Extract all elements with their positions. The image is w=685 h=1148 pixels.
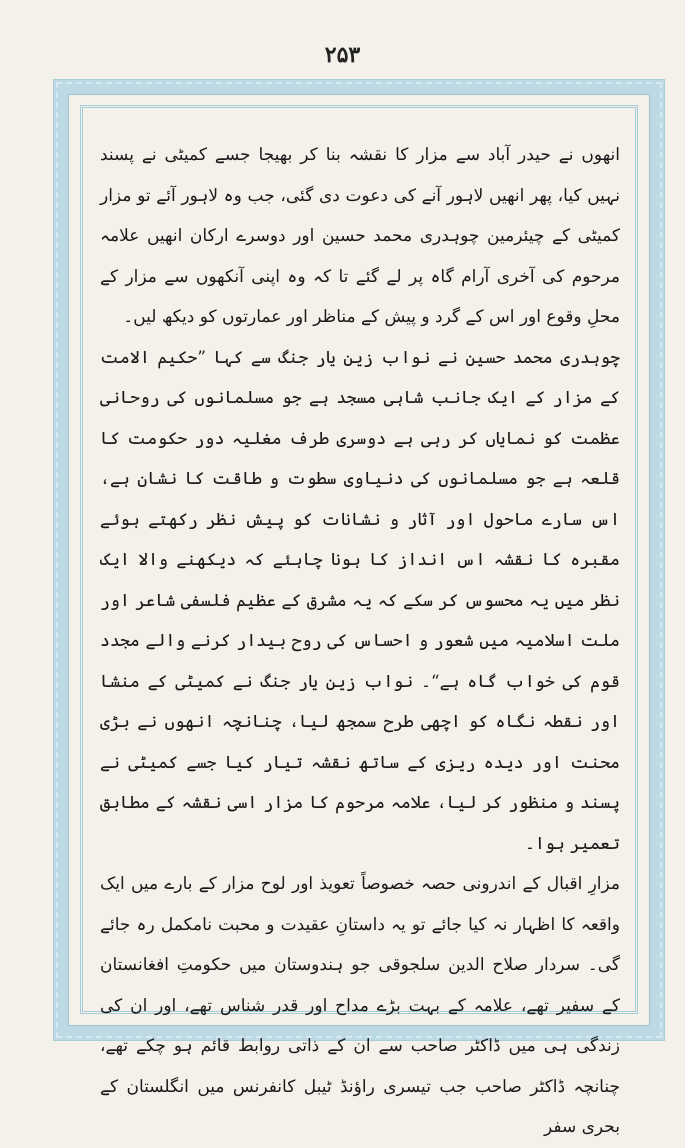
paragraph-3: مزارِ اقبال کے اندرونی حصہ خصوصاً تعویذ اور لوح مزار کے بارے میں ایک واقعہ کا اظہار نہ کیا جائے تو یہ داستانِ عقیدت و محبت نامکمل رہ جائے گی۔ سردار صلاح الدین سلجوقی جو ہندوستان میں حکومتِ افغانستان کے سفیر تھے، علامہ کے بہت بڑے مداح اور قدر شناس تھے، اور ان کی زندگی ہی میں ڈاکٹر صاحب سے ان کے ذاتی روابط قائم ہو چکے تھے، چنانچہ ڈاکٹر صاحب جب تیسری راؤنڈ ٹیبل کانفرنس میں انگلستان کے بحری سفر <box>100 874 620 1137</box>
paragraph-2: چوہدری محمد حسین نے نواب زین یار جنگ سے کہا ”حکیم الامت کے مزار کے ایک جانب شاہی مسجد ہے جو مسلمانوں کی روحانی عظمت کو نمایاں کر رہی ہے دوسری طرف مغلیہ دور حکومت کا قلعہ ہے جو مسلمانوں کی دنیاوی سطوت و طاقت کا نشان ہے، اس سارے ماحول اور آثار و نشانات کو پیش نظر رکھتے ہوئے مقبرہ کا نقشہ اس انداز کا ہونا چاہئے کہ دیکھنے والا ایک نظر میں یہ محسوس کر سکے کہ یہ مشرق کے عظیم فلسفی شاعر اور ملت اسلامیہ میں شعور و احساس کی روح بیدار کرنے والے مجدد قوم کی خواب گاہ ہے“۔ نواب زین یار جنگ نے کمیٹی کے منشا اور نقطہ نگاہ کو اچھی طرح سمجھ لیا، چنانچہ انھوں نے بڑی محنت اور دیدہ ریزی کے ساتھ نقشہ تیار کیا جسے کمیٹی نے پسند و منظور کر لیا، علامہ مرحوم کا مزار اسی نقشہ کے مطابق تعمیر ہوا۔ <box>100 347 620 854</box>
paragraph-1: انھوں نے حیدر آباد سے مزار کا نقشہ بنا کر بھیجا جسے کمیٹی نے پسند نہیں کیا، پھر انھیں لاہور آنے کی دعوت دی گئی، جب وہ لاہور آئے تو مزار کمیٹی کے چیئرمین چوہدری محمد حسین اور دوسرے ارکان انھیں علامہ مرحوم کی آخری آرام گاہ پر لے گئے تا کہ وہ اپنی آنکھوں سے مزار کے محلِ وقوع اور اس کے گرد و پیش کے مناظر اور عمارتوں کو دیکھ لیں۔ <box>100 145 620 327</box>
page-number: ۲۵۳ <box>324 42 361 68</box>
body-text <box>100 135 620 1137</box>
